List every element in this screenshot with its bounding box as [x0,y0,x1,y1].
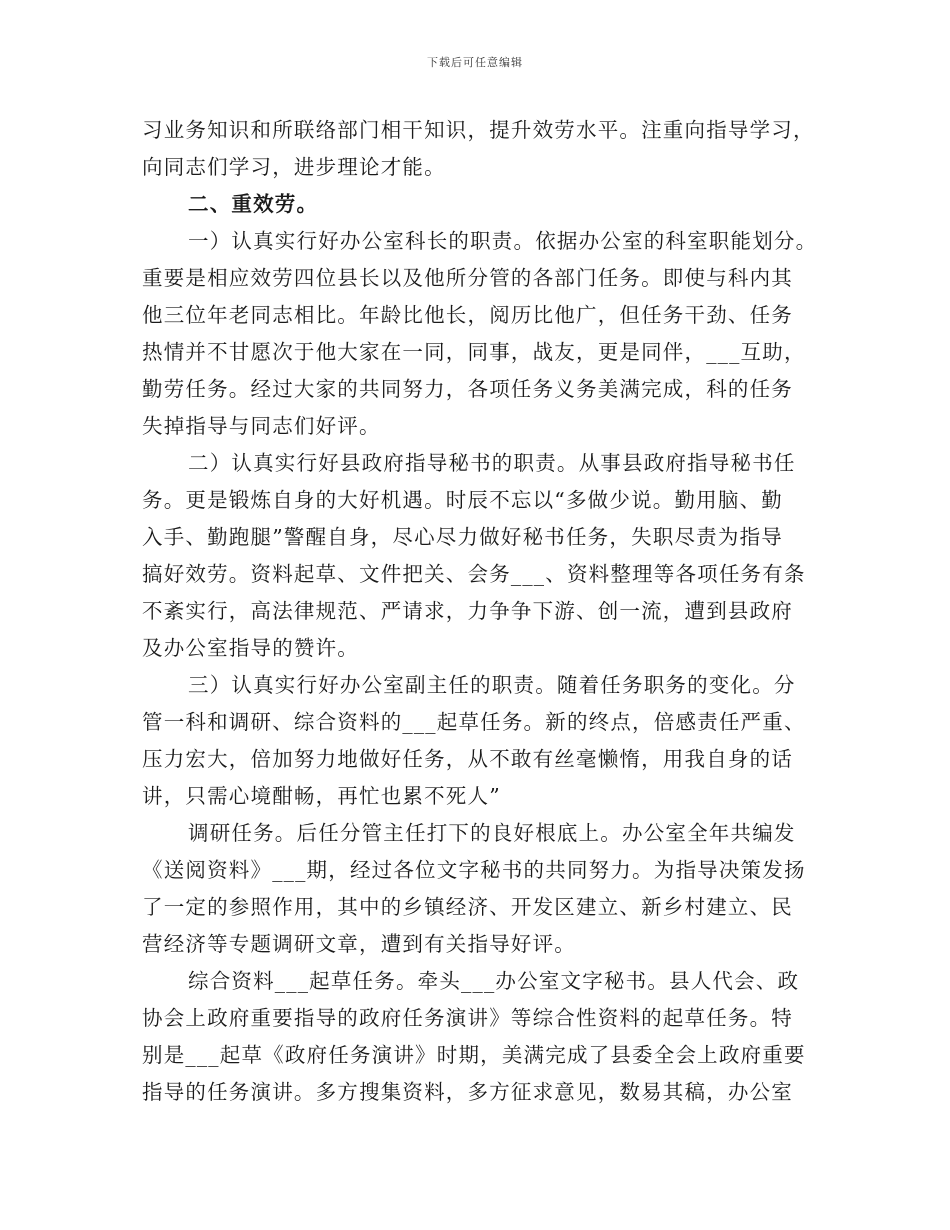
text-line: 入手、勤跑腿”警醒自身，尽心尽力做好秘书任务，失职尽责为指导 [142,525,783,549]
text-line: 调研任务。后任分管主任打下的良好根底上。办公室全年共编发 [188,821,796,845]
text-line: 管一科和调研、综合资料的___起草任务。新的终点，倍感责任严重、 [142,710,806,734]
text-line: 营经济等专题调研文章，遭到有关指导好评。 [142,932,576,956]
text-line: 失掉指导与同志们好评。 [142,414,381,438]
document-body [142,112,822,1111]
text-line: 三）认真实行好办公室副主任的职责。随着任务职务的变化。分 [188,673,796,697]
text-line: 一）认真实行好办公室科长的职责。依据办公室的科室职能划分。 [188,229,818,253]
text-line: 热情并不甘愿次于他大家在一同，同事，战友，更是同伴，___互助， [142,340,806,364]
text-line: 综合资料___起草任务。牵头___办公室文字秘书。县人代会、政 [188,969,800,993]
text-line: 协会上政府重要指导的政府任务演讲》等综合性资料的起草任务。特 [142,1006,793,1030]
text-line: 搞好效劳。资料起草、文件把关、会务___、资料整理等各项任务有条 [142,562,806,586]
text-line: 了一定的参照作用，其中的乡镇经济、开发区建立、新乡村建立、民 [142,895,793,919]
text-line: 他三位年老同志相比。年龄比他长，阅历比他广，但任务干劲、任务 [142,303,793,327]
text-line: 勤劳任务。经过大家的共同努力，各项任务义务美满完成，科的任务 [142,377,793,401]
text-line: 务。更是锻炼自身的大好机遇。时辰不忘以“多做少说。勤用脑、勤 [142,488,783,512]
section-heading: 二、重效劳。 [188,192,319,216]
text-line: 习业务知识和所联络部门相干知识，提升效劳水平。注重向指导学习， [142,118,815,142]
text-line: 及办公室指导的赞许。 [142,636,359,660]
text-line: 压力宏大，倍加努力地做好任务，从不敢有丝毫懒惰，用我自身的话 [142,747,793,771]
text-line: 指导的任务演讲。多方搜集资料，多方征求意见，数易其稿，办公室 [142,1080,793,1104]
text-line: 重要是相应效劳四位县长以及他所分管的各部门任务。即使与科内其 [142,266,793,290]
text-line: 不紊实行，高法律规范、严请求，力争争下游、创一流，遭到县政府 [142,599,793,623]
page-header: 下载后可任意编辑 [427,56,523,69]
text-line: 《送阅资料》___期，经过各位文字秘书的共同努力。为指导决策发扬 [142,858,806,882]
text-line: 讲，只需心境酣畅，再忙也累不死人” [142,784,501,808]
text-line: 向同志们学习，进步理论才能。 [142,155,446,179]
text-line: 别是___起草《政府任务演讲》时期，美满完成了县委全会上政府重要 [142,1043,806,1067]
text-line: 二）认真实行好县政府指导秘书的职责。从事县政府指导秘书任 [188,451,796,475]
